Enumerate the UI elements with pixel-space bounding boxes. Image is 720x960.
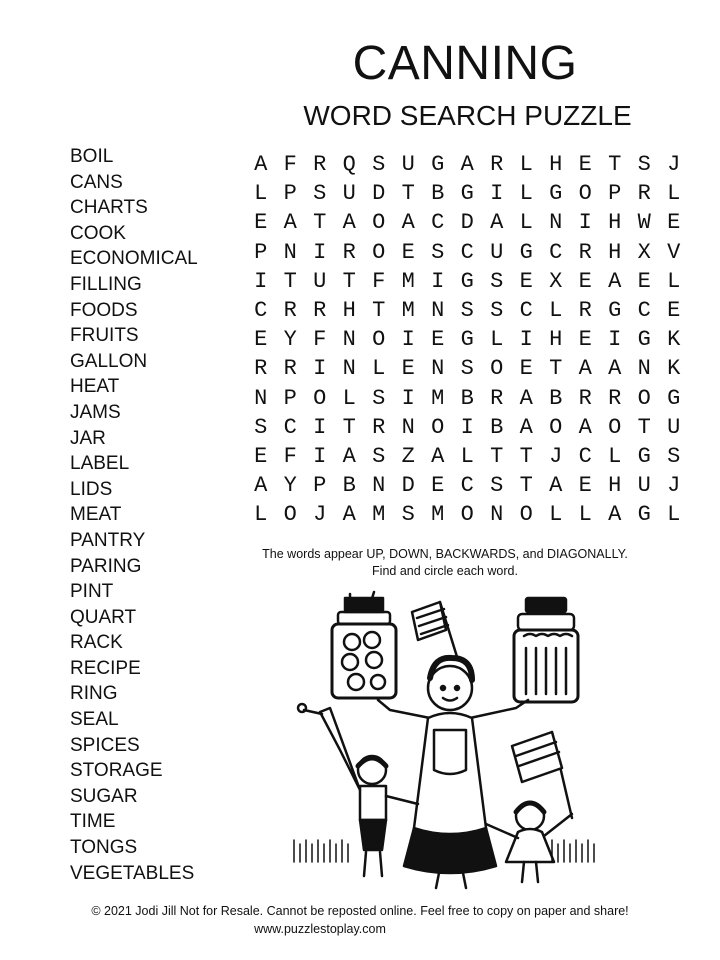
grid-letter: C bbox=[460, 239, 474, 265]
girl-figure bbox=[486, 802, 572, 882]
grid-letter: O bbox=[637, 385, 651, 411]
grid-letter: G bbox=[460, 327, 474, 353]
grid-letter: S bbox=[431, 239, 445, 265]
grid-letter: O bbox=[608, 414, 622, 440]
grid-letter: Y bbox=[283, 327, 297, 353]
right-jar-icon bbox=[514, 598, 578, 702]
word-list-item: RING bbox=[70, 683, 118, 705]
word-list-item: RECIPE bbox=[70, 657, 141, 679]
grid-letter: L bbox=[519, 210, 533, 236]
grid-letter: F bbox=[372, 268, 386, 294]
grid-letter: R bbox=[283, 356, 297, 382]
grid-letter: M bbox=[401, 268, 415, 294]
page-title: CANNING bbox=[352, 37, 578, 90]
grid-letter: O bbox=[313, 385, 327, 411]
word-list-item: SUGAR bbox=[70, 785, 138, 807]
grid-letter: N bbox=[637, 356, 651, 382]
word-list-item: PANTRY bbox=[70, 529, 146, 551]
grid-letter: H bbox=[549, 327, 563, 353]
grid-letter: G bbox=[431, 152, 445, 177]
grid-letter: L bbox=[519, 181, 533, 207]
grid-letter: J bbox=[549, 443, 563, 469]
letter-grid bbox=[246, 150, 689, 529]
grid-letter: C bbox=[283, 414, 297, 440]
grid-letter: A bbox=[608, 502, 622, 528]
grid-letter: C bbox=[637, 297, 651, 323]
grid-letter: E bbox=[254, 443, 268, 469]
grid-letter: S bbox=[313, 181, 327, 207]
grid-letter: E bbox=[667, 297, 681, 323]
grid-letter: O bbox=[490, 356, 504, 382]
word-list-item: ECONOMICAL bbox=[70, 248, 198, 270]
grid-letter: A bbox=[578, 414, 592, 440]
grid-letter: E bbox=[578, 327, 592, 353]
grid-letter: L bbox=[342, 385, 356, 411]
grid-letter: A bbox=[342, 443, 356, 469]
grid-letter: I bbox=[490, 181, 504, 207]
word-list-item: RACK bbox=[70, 632, 123, 654]
grid-letter: H bbox=[608, 239, 622, 265]
grid-letter: I bbox=[519, 327, 533, 353]
grid-letter: E bbox=[667, 210, 681, 236]
grid-letter: J bbox=[313, 502, 327, 528]
grid-letter: A bbox=[490, 210, 504, 236]
grid-letter: L bbox=[549, 297, 563, 323]
grid-letter: S bbox=[401, 502, 415, 528]
grid-letter: R bbox=[372, 414, 386, 440]
grid-letter: S bbox=[460, 356, 474, 382]
grid-letter: U bbox=[342, 181, 356, 207]
word-list-item: COOK bbox=[70, 222, 126, 244]
word-list-item: CANS bbox=[70, 171, 123, 193]
instructions-line-2: Find and circle each word. bbox=[372, 564, 518, 578]
grid-letter: H bbox=[608, 210, 622, 236]
grid-letter: L bbox=[667, 502, 681, 528]
footer bbox=[0, 902, 720, 938]
grid-letter: L bbox=[519, 152, 533, 177]
grid-letter: E bbox=[578, 268, 592, 294]
grid-letter: O bbox=[578, 181, 592, 207]
mother-figure bbox=[378, 658, 528, 888]
grid-letter: O bbox=[519, 502, 533, 528]
grid-letter: G bbox=[549, 181, 563, 207]
grid-letter: N bbox=[401, 414, 415, 440]
grid-letter: N bbox=[254, 385, 268, 411]
grid-letter: E bbox=[254, 210, 268, 236]
grid-letter: N bbox=[283, 239, 297, 265]
grid-letter: I bbox=[313, 414, 327, 440]
word-list-item: BOIL bbox=[70, 146, 114, 167]
word-list-item: LABEL bbox=[70, 453, 130, 475]
grid-letter: K bbox=[667, 356, 681, 382]
grid-letter: S bbox=[372, 385, 386, 411]
grid-letter: N bbox=[372, 473, 386, 499]
grid-letter: R bbox=[342, 239, 356, 265]
grid-letter: A bbox=[608, 356, 622, 382]
word-list-item: PINT bbox=[70, 581, 114, 603]
grid-letter: T bbox=[519, 443, 533, 469]
grid-letter: O bbox=[372, 210, 386, 236]
grid-letter: E bbox=[578, 152, 592, 177]
grid-letter: S bbox=[667, 443, 681, 469]
grid-letter: S bbox=[372, 443, 386, 469]
grid-letter: R bbox=[578, 239, 592, 265]
grid-letter: E bbox=[578, 473, 592, 499]
grid-letter: I bbox=[313, 356, 327, 382]
word-list-item: STORAGE bbox=[70, 760, 163, 782]
flag-icon bbox=[412, 602, 458, 660]
grid-letter: Z bbox=[401, 443, 415, 469]
grid-letter: F bbox=[283, 443, 297, 469]
grid-letter: R bbox=[637, 181, 651, 207]
grid-letter: B bbox=[460, 385, 474, 411]
grid-letter: B bbox=[431, 181, 445, 207]
grid-letter: R bbox=[254, 356, 268, 382]
grid-letter: C bbox=[578, 443, 592, 469]
word-list-item: QUART bbox=[70, 606, 137, 628]
grid-letter: A bbox=[401, 210, 415, 236]
word-list-item: HEAT bbox=[70, 376, 120, 398]
grid-letter: T bbox=[401, 181, 415, 207]
word-list-item: MEAT bbox=[70, 504, 122, 526]
grid-letter: L bbox=[254, 181, 268, 207]
grid-letter: T bbox=[608, 152, 622, 177]
grid-letter: T bbox=[549, 356, 563, 382]
grid-letter: A bbox=[254, 152, 268, 177]
grid-letter: A bbox=[431, 443, 445, 469]
word-list-item: JAR bbox=[70, 427, 106, 449]
grid-letter: A bbox=[578, 356, 592, 382]
grid-letter: F bbox=[313, 327, 327, 353]
grid-letter: S bbox=[460, 297, 474, 323]
grid-letter: Q bbox=[342, 152, 356, 177]
grid-letter: M bbox=[401, 297, 415, 323]
grid-letter: R bbox=[313, 297, 327, 323]
grid-letter: U bbox=[667, 414, 681, 440]
grid-letter: G bbox=[519, 239, 533, 265]
grid-letter: J bbox=[667, 152, 681, 177]
grid-letter: B bbox=[549, 385, 563, 411]
grid-letter: T bbox=[313, 210, 327, 236]
word-list-item: PARING bbox=[70, 555, 142, 577]
grid-letter: F bbox=[283, 152, 297, 177]
grid-letter: R bbox=[490, 385, 504, 411]
grid-letter: L bbox=[578, 502, 592, 528]
grid-letter: S bbox=[490, 473, 504, 499]
grid-letter: L bbox=[667, 268, 681, 294]
grid-letter: H bbox=[549, 152, 563, 177]
grid-letter: G bbox=[460, 181, 474, 207]
grid-letter: A bbox=[549, 473, 563, 499]
grid-letter: P bbox=[254, 239, 268, 265]
grid-letter: H bbox=[342, 297, 356, 323]
grid-letter: M bbox=[431, 502, 445, 528]
copyright-text: © 2021 Jodi Jill Not for Resale. Cannot be reposted online. Feel free to copy on paper and share! bbox=[91, 904, 629, 918]
grid-letter: P bbox=[608, 181, 622, 207]
grid-letter: M bbox=[372, 502, 386, 528]
grid-letter: G bbox=[637, 443, 651, 469]
grid-letter: X bbox=[637, 239, 651, 265]
grid-letter: N bbox=[342, 327, 356, 353]
instructions-line-1: The words appear UP, DOWN, BACKWARDS, and DIAGONALLY. bbox=[262, 547, 628, 561]
grid-letter: I bbox=[313, 443, 327, 469]
grid-letter: A bbox=[519, 414, 533, 440]
word-list-item: FRUITS bbox=[70, 325, 139, 347]
word-list-item: FILLING bbox=[70, 273, 142, 295]
grid-letter: A bbox=[460, 152, 474, 177]
grid-letter: G bbox=[460, 268, 474, 294]
grid-letter: I bbox=[401, 385, 415, 411]
grid-letter: O bbox=[283, 502, 297, 528]
grid-letter: A bbox=[342, 210, 356, 236]
grid-letter: T bbox=[490, 443, 504, 469]
grid-letter: E bbox=[637, 268, 651, 294]
grid-letter: A bbox=[342, 502, 356, 528]
grid-letter: C bbox=[254, 297, 268, 323]
grid-letter: O bbox=[460, 502, 474, 528]
word-list-item: SPICES bbox=[70, 734, 140, 756]
word-list-item: CHARTS bbox=[70, 197, 148, 219]
grid-letter: R bbox=[313, 152, 327, 177]
grid-letter: C bbox=[460, 473, 474, 499]
grid-letter: L bbox=[549, 502, 563, 528]
grid-letter: E bbox=[401, 239, 415, 265]
grid-letter: L bbox=[608, 443, 622, 469]
grid-letter: A bbox=[608, 268, 622, 294]
instructions bbox=[230, 546, 660, 580]
word-list-item: GALLON bbox=[70, 350, 148, 372]
grid-letter: P bbox=[283, 385, 297, 411]
grid-letter: G bbox=[608, 297, 622, 323]
grid-letter: W bbox=[637, 210, 651, 236]
grid-letter: T bbox=[519, 473, 533, 499]
grid-letter: D bbox=[372, 181, 386, 207]
grid-letter: U bbox=[490, 239, 504, 265]
grid-letter: N bbox=[342, 356, 356, 382]
grid-letter: T bbox=[283, 268, 297, 294]
grid-letter: R bbox=[283, 297, 297, 323]
word-list-item: SEAL bbox=[70, 709, 119, 731]
grid-letter: U bbox=[401, 152, 415, 177]
grid-letter: T bbox=[372, 297, 386, 323]
grid-letter: O bbox=[372, 327, 386, 353]
grid-letter: D bbox=[401, 473, 415, 499]
website-url[interactable]: www.puzzlestoplay.com bbox=[254, 922, 386, 936]
grid-letter: T bbox=[342, 414, 356, 440]
grid-letter: O bbox=[372, 239, 386, 265]
grid-letter: E bbox=[519, 268, 533, 294]
word-list-item: TIME bbox=[70, 811, 116, 833]
grid-letter: S bbox=[490, 268, 504, 294]
grid-letter: L bbox=[372, 356, 386, 382]
grid-letter: I bbox=[608, 327, 622, 353]
grid-letter: S bbox=[254, 414, 268, 440]
word-list-item: VEGETABLES bbox=[70, 862, 195, 884]
grid-letter: P bbox=[313, 473, 327, 499]
boy-figure bbox=[298, 704, 418, 876]
grid-letter: G bbox=[637, 327, 651, 353]
grid-letter: N bbox=[431, 356, 445, 382]
grid-letter: R bbox=[490, 152, 504, 177]
grid-letter: B bbox=[342, 473, 356, 499]
grid-letter: P bbox=[283, 181, 297, 207]
grid-letter: I bbox=[313, 239, 327, 265]
grid-letter: I bbox=[401, 327, 415, 353]
grid-letter: G bbox=[667, 385, 681, 411]
left-jar-icon bbox=[332, 592, 396, 698]
grid-letter: S bbox=[490, 297, 504, 323]
grid-letter: V bbox=[667, 239, 681, 265]
grid-letter: G bbox=[637, 502, 651, 528]
grid-letter: R bbox=[578, 385, 592, 411]
word-list bbox=[70, 144, 198, 886]
grid-letter: C bbox=[431, 210, 445, 236]
grid-letter: E bbox=[519, 356, 533, 382]
grid-letter: M bbox=[431, 385, 445, 411]
grid-letter: S bbox=[372, 152, 386, 177]
grid-letter: I bbox=[460, 414, 474, 440]
canning-family-illustration bbox=[290, 590, 610, 900]
grid-letter: D bbox=[460, 210, 474, 236]
grid-letter: R bbox=[608, 385, 622, 411]
grid-letter: N bbox=[431, 297, 445, 323]
word-list-item: LIDS bbox=[70, 478, 113, 500]
grid-letter: H bbox=[608, 473, 622, 499]
grid-letter: I bbox=[431, 268, 445, 294]
grid-letter: K bbox=[667, 327, 681, 353]
grid-letter: S bbox=[637, 152, 651, 177]
grid-letter: T bbox=[637, 414, 651, 440]
grid-letter: A bbox=[519, 385, 533, 411]
grid-letter: O bbox=[549, 414, 563, 440]
grid-letter: E bbox=[431, 327, 445, 353]
grid-letter: Y bbox=[283, 473, 297, 499]
grid-letter: E bbox=[401, 356, 415, 382]
word-list-item: TONGS bbox=[70, 837, 138, 859]
grid-letter: C bbox=[519, 297, 533, 323]
word-list-item: FOODS bbox=[70, 299, 138, 321]
grid-letter: A bbox=[254, 473, 268, 499]
grid-letter: E bbox=[431, 473, 445, 499]
grid-letter: B bbox=[490, 414, 504, 440]
grid-letter: L bbox=[667, 181, 681, 207]
grid-letter: C bbox=[549, 239, 563, 265]
grid-letter: O bbox=[431, 414, 445, 440]
grid-letter: U bbox=[637, 473, 651, 499]
grid-letter: R bbox=[578, 297, 592, 323]
grid-letter: J bbox=[667, 473, 681, 499]
grid-letter: U bbox=[313, 268, 327, 294]
grid-letter: T bbox=[342, 268, 356, 294]
grid-letter: A bbox=[283, 210, 297, 236]
grid-letter: I bbox=[578, 210, 592, 236]
grid-letter: I bbox=[254, 268, 268, 294]
grid-letter: X bbox=[549, 268, 563, 294]
word-list-item: JAMS bbox=[70, 401, 121, 423]
grid-letter: N bbox=[549, 210, 563, 236]
grid-letter: L bbox=[490, 327, 504, 353]
grid-letter: E bbox=[254, 327, 268, 353]
grid-letter: N bbox=[490, 502, 504, 528]
page-subtitle: WORD SEARCH PUZZLE bbox=[303, 100, 632, 131]
grid-letter: L bbox=[254, 502, 268, 528]
grid-letter: L bbox=[460, 443, 474, 469]
